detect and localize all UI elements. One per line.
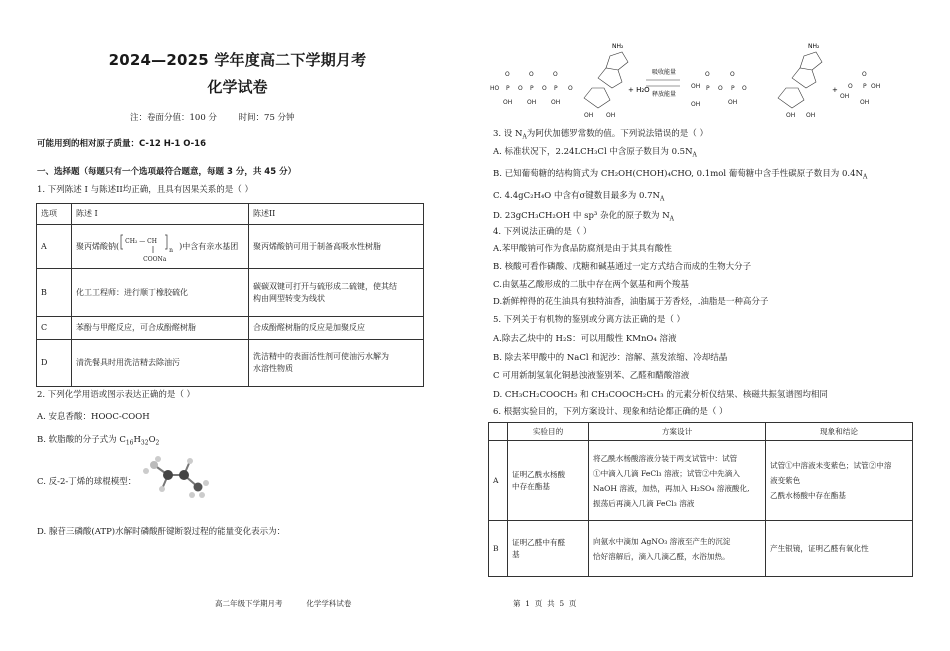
q3-b-text: B. 已知葡萄糖的结构简式为 CH₂OH(CHOH)₄CHO, 0.1mol 葡萄糖中含手性碳原子数目为 0.4N <box>493 169 863 179</box>
q6-result-line: 试管①中溶液未变紫色；试管②中溶 <box>770 461 892 470</box>
q1-statement2 <box>249 269 424 317</box>
q3-option-b <box>493 168 867 184</box>
q5-option-d: D. CH₃CH₂COOCH₃ 和 CH₃COOCH₂CH₃ 的元素分析仪结果、核磁共振氢谱图均相同 <box>493 390 828 400</box>
q1-statement1 <box>72 225 249 269</box>
exam-title: 2024—2025 学年度高二下学期月考 <box>108 51 367 69</box>
svg-text:O: O <box>730 71 735 78</box>
q3-c-sub: A <box>659 195 665 203</box>
svg-text:P: P <box>506 85 510 92</box>
svg-text:HO: HO <box>490 85 500 92</box>
q1-s1-pre: 聚丙烯酸钠( <box>76 241 120 251</box>
q6-result <box>766 441 913 521</box>
q1-statement2: 聚丙烯酸钠可用于制备高吸水性树脂 <box>249 225 424 269</box>
q2-option-d: D. 腺苷三磷酸(ATP)水解时磷酸酐键断裂过程的能量变化表示为： <box>37 527 286 537</box>
q1-statement1: 化工工程师：进行顺丁橡胶硫化 <box>72 269 249 317</box>
atp-nh2-right: NH₂ <box>808 43 820 50</box>
q6-result-line: 液变紫色 <box>770 476 801 485</box>
svg-text:O: O <box>553 71 558 78</box>
q6-plan-line: 恰好溶解后，滴入几滴乙醛，水浴加热。 <box>593 551 730 561</box>
polymer-group: COONa <box>143 255 167 263</box>
q1-s2-line: 构由网型转变为线状 <box>253 293 325 303</box>
q1-table <box>36 203 424 387</box>
q5-option-a: A.除去乙炔中的 H₂S：可以用酸性 KMnO₄ 溶液 <box>493 334 677 344</box>
q1-statement2: 合成酚醛树脂的反应是加聚反应 <box>249 317 424 340</box>
q3-option-c <box>493 190 664 206</box>
exam-note: 注：卷面分值：100 分 时间：75 分钟 <box>130 113 295 123</box>
svg-text:OH: OH <box>786 112 796 119</box>
q1-header-cell: 陈述 I <box>72 204 249 225</box>
svg-text:OH: OH <box>728 99 738 106</box>
q3-option-d <box>493 210 674 226</box>
q4-stem: 4. 下列说法正确的是（ ） <box>493 227 592 237</box>
q6-goal <box>508 521 589 577</box>
q6-table <box>488 422 913 577</box>
footer-right: 第 1 页 共 5 页 <box>513 599 577 608</box>
atp-plus: + <box>832 86 838 94</box>
q4-option-c: C.由氨基乙酸形成的二肽中存在两个氨基和两个羧基 <box>493 280 689 290</box>
q1-s2-line: 碳碳双键可打开与硫形成二硫键，使其结 <box>253 281 397 291</box>
q6-goal-line: 证明乙酰水杨酸 <box>512 469 566 479</box>
q6-goal <box>508 441 589 521</box>
q1-row <box>37 225 424 269</box>
svg-text:OH: OH <box>860 99 870 106</box>
q2-b-sub: 16 <box>125 439 134 447</box>
q5-stem: 5. 下列关于有机物的鉴别或分离方法正确的是（ ） <box>493 315 686 325</box>
svg-text:OH: OH <box>527 99 537 106</box>
q6-plan <box>589 521 766 577</box>
q1-option: B <box>37 269 72 317</box>
atomic-mass-line: 可能用到的相对原子质量：C-12 H-1 O-16 <box>37 139 207 149</box>
q4-option-a: A.苯甲酸钠可作为食品防腐剂是由于其具有酸性 <box>493 244 672 254</box>
q6-row <box>489 521 913 577</box>
svg-text:O: O <box>542 85 547 92</box>
q2-option-c: C. 反-2-丁烯的球棍模型： <box>37 477 137 487</box>
svg-text:O: O <box>505 71 510 78</box>
svg-text:O: O <box>518 85 523 92</box>
section1-heading: 一、选择题（每题只有一个选项最符合题意，每题 3 分，共 45 分） <box>37 167 297 177</box>
q1-option: A <box>37 225 72 269</box>
polymer-chain: CH₂ — CH <box>125 237 157 245</box>
svg-text:P: P <box>530 85 534 92</box>
atp-nh2-left: NH₂ <box>612 43 624 50</box>
q1-stem: 1. 下列陈述 I 与陈述II均正确，且具有因果关系的是（ ） <box>37 185 253 195</box>
svg-text:O: O <box>705 71 710 78</box>
q6-option: B <box>489 521 508 577</box>
q6-result <box>766 521 913 577</box>
q5-option-b: B. 除去苯甲酸中的 NaCl 和泥沙：溶解、蒸发浓缩、冷却结晶 <box>493 353 728 363</box>
svg-text:P: P <box>863 83 867 90</box>
exam-subtitle: 化学试卷 <box>207 78 268 96</box>
q1-header-row <box>37 204 424 225</box>
q6-plan-line: 向氨水中滴加 AgNO₃ 溶液至产生的沉淀 <box>593 536 731 546</box>
q2-b-text: B. 软脂酸的分子式为 C <box>37 435 126 445</box>
q3-a-sub: A <box>692 151 697 159</box>
q4-option-d: D.新鲜榨得的花生油具有独特油香，油脂属于芳香烃，.油脂是一种高分子 <box>493 297 769 307</box>
q2-b-text: O <box>148 435 156 445</box>
q3-d-text: D. 23gCH₃CH₂OH 中 sp³ 杂化的原子数为 N <box>493 211 670 221</box>
q2-b-text: H <box>133 435 141 445</box>
svg-text:OH: OH <box>584 112 594 119</box>
svg-text:OH: OH <box>806 112 816 119</box>
q6-plan <box>589 441 766 521</box>
svg-text:OH: OH <box>503 99 513 106</box>
q1-statement2 <box>249 340 424 387</box>
svg-text:OH: OH <box>691 101 701 108</box>
q3-stem-sub: A <box>522 133 527 141</box>
q6-result-line: 乙酰水杨酸中存在酯基 <box>770 491 846 500</box>
q3-c-text: C. 4.4gC₂H₄O 中含有σ键数目最多为 0.7N <box>493 191 660 201</box>
q1-row <box>37 317 424 340</box>
atp-arrow-top: 吸收能量 <box>652 69 677 76</box>
q6-plan-line: 将乙酰水杨酸溶液分装于两支试管中：试管 <box>593 453 738 463</box>
svg-text:O: O <box>742 85 747 92</box>
atp-hydrolysis-diagram <box>488 38 908 120</box>
q6-header-cell <box>489 423 508 441</box>
q6-header-cell: 实验目的 <box>508 423 589 441</box>
q2-stem: 2. 下列化学用语或图示表达正确的是（ ） <box>37 390 196 400</box>
svg-text:P: P <box>554 85 558 92</box>
q6-result-line: 产生银镜，证明乙醛有氧化性 <box>770 543 869 553</box>
q1-row <box>37 340 424 387</box>
q6-header-cell: 方案设计 <box>589 423 766 441</box>
q6-goal-line: 中存在酯基 <box>512 481 550 491</box>
svg-text:O: O <box>718 85 723 92</box>
q3-option-a <box>493 146 697 162</box>
q1-row <box>37 269 424 317</box>
svg-text:OH: OH <box>691 83 701 90</box>
svg-text:O: O <box>568 85 573 92</box>
q6-header-row <box>489 423 913 441</box>
q1-s1-post: )中含有亲水基团 <box>179 241 239 251</box>
svg-text:P: P <box>706 85 710 92</box>
svg-text:O: O <box>529 71 534 78</box>
svg-text:OH: OH <box>551 99 561 106</box>
polymer-structure <box>119 231 179 263</box>
q3-stem-text: 3. 设 N <box>493 129 523 139</box>
q1-statement1: 清洗餐具时用洗洁精去除油污 <box>72 340 249 387</box>
q3-d-sub: A <box>669 215 675 223</box>
q6-plan-line: 振荡后再滴入几滴 FeCl₃ 溶液 <box>593 498 695 508</box>
q6-stem: 6. 根据实验目的，下列方案设计、现象和结论都正确的是（ ） <box>493 407 728 417</box>
q2-option-b <box>37 434 159 450</box>
q6-option: A <box>489 441 508 521</box>
q1-statement1: 苯酚与甲醛反应，可合成酚醛树脂 <box>72 317 249 340</box>
atp-plus-h2o: + H₂O <box>628 86 650 94</box>
q5-option-c: C 可用新制氢氧化铜悬浊液鉴别苯、乙醛和醋酸溶液 <box>493 371 690 381</box>
q6-header-cell: 现象和结论 <box>766 423 913 441</box>
q1-s2-line: 水溶性物质 <box>253 364 293 373</box>
q3-stem-text: 为阿伏加德罗常数的值。下列说法错误的是（ ） <box>526 129 709 139</box>
q2-option-a: A. 安息香酸：HOOC-COOH <box>37 412 150 422</box>
svg-text:OH: OH <box>840 93 850 100</box>
atp-arrow-bottom: 释放能量 <box>652 91 677 98</box>
svg-text:OH: OH <box>606 112 616 119</box>
q1-option: C <box>37 317 72 340</box>
q6-plan-line: NaOH 溶液，加热，再加入 H₂SO₄ 溶液酸化, <box>593 483 750 493</box>
q3-a-text: A. 标准状况下，2.24LCH₃Cl 中含原子数目为 0.5N <box>493 147 693 157</box>
q6-row <box>489 441 913 521</box>
q1-option: D <box>37 340 72 387</box>
footer-left: 高二年级下学期月考 化学学科试卷 <box>215 599 352 608</box>
q6-plan-line: ①中滴入几滴 FeCl₃ 溶液；试管②中先滴入 <box>593 468 740 478</box>
svg-text:OH: OH <box>871 83 881 90</box>
q1-s2-line: 洗洁精中的表面活性剂可使油污水解为 <box>253 352 389 361</box>
q1-header-cell: 选项 <box>37 204 72 225</box>
q1-header-cell: 陈述II <box>249 204 424 225</box>
q3-stem <box>493 128 708 144</box>
svg-text:O: O <box>862 71 867 78</box>
q2-b-sub: 32 <box>140 439 149 447</box>
q6-goal-line: 基 <box>512 549 520 559</box>
q3-b-sub: A <box>862 173 868 181</box>
svg-text:O: O <box>848 83 853 90</box>
svg-text:P: P <box>731 85 735 92</box>
trans-2-butene-ball-model <box>140 455 220 505</box>
q6-goal-line: 证明乙醛中有醛 <box>512 537 566 547</box>
polymer-n: n <box>169 246 173 254</box>
q4-option-b: B. 核酸可看作磷酸、戊糖和碱基通过一定方式结合而成的生物大分子 <box>493 262 752 272</box>
q2-b-sub: 2 <box>155 439 160 447</box>
